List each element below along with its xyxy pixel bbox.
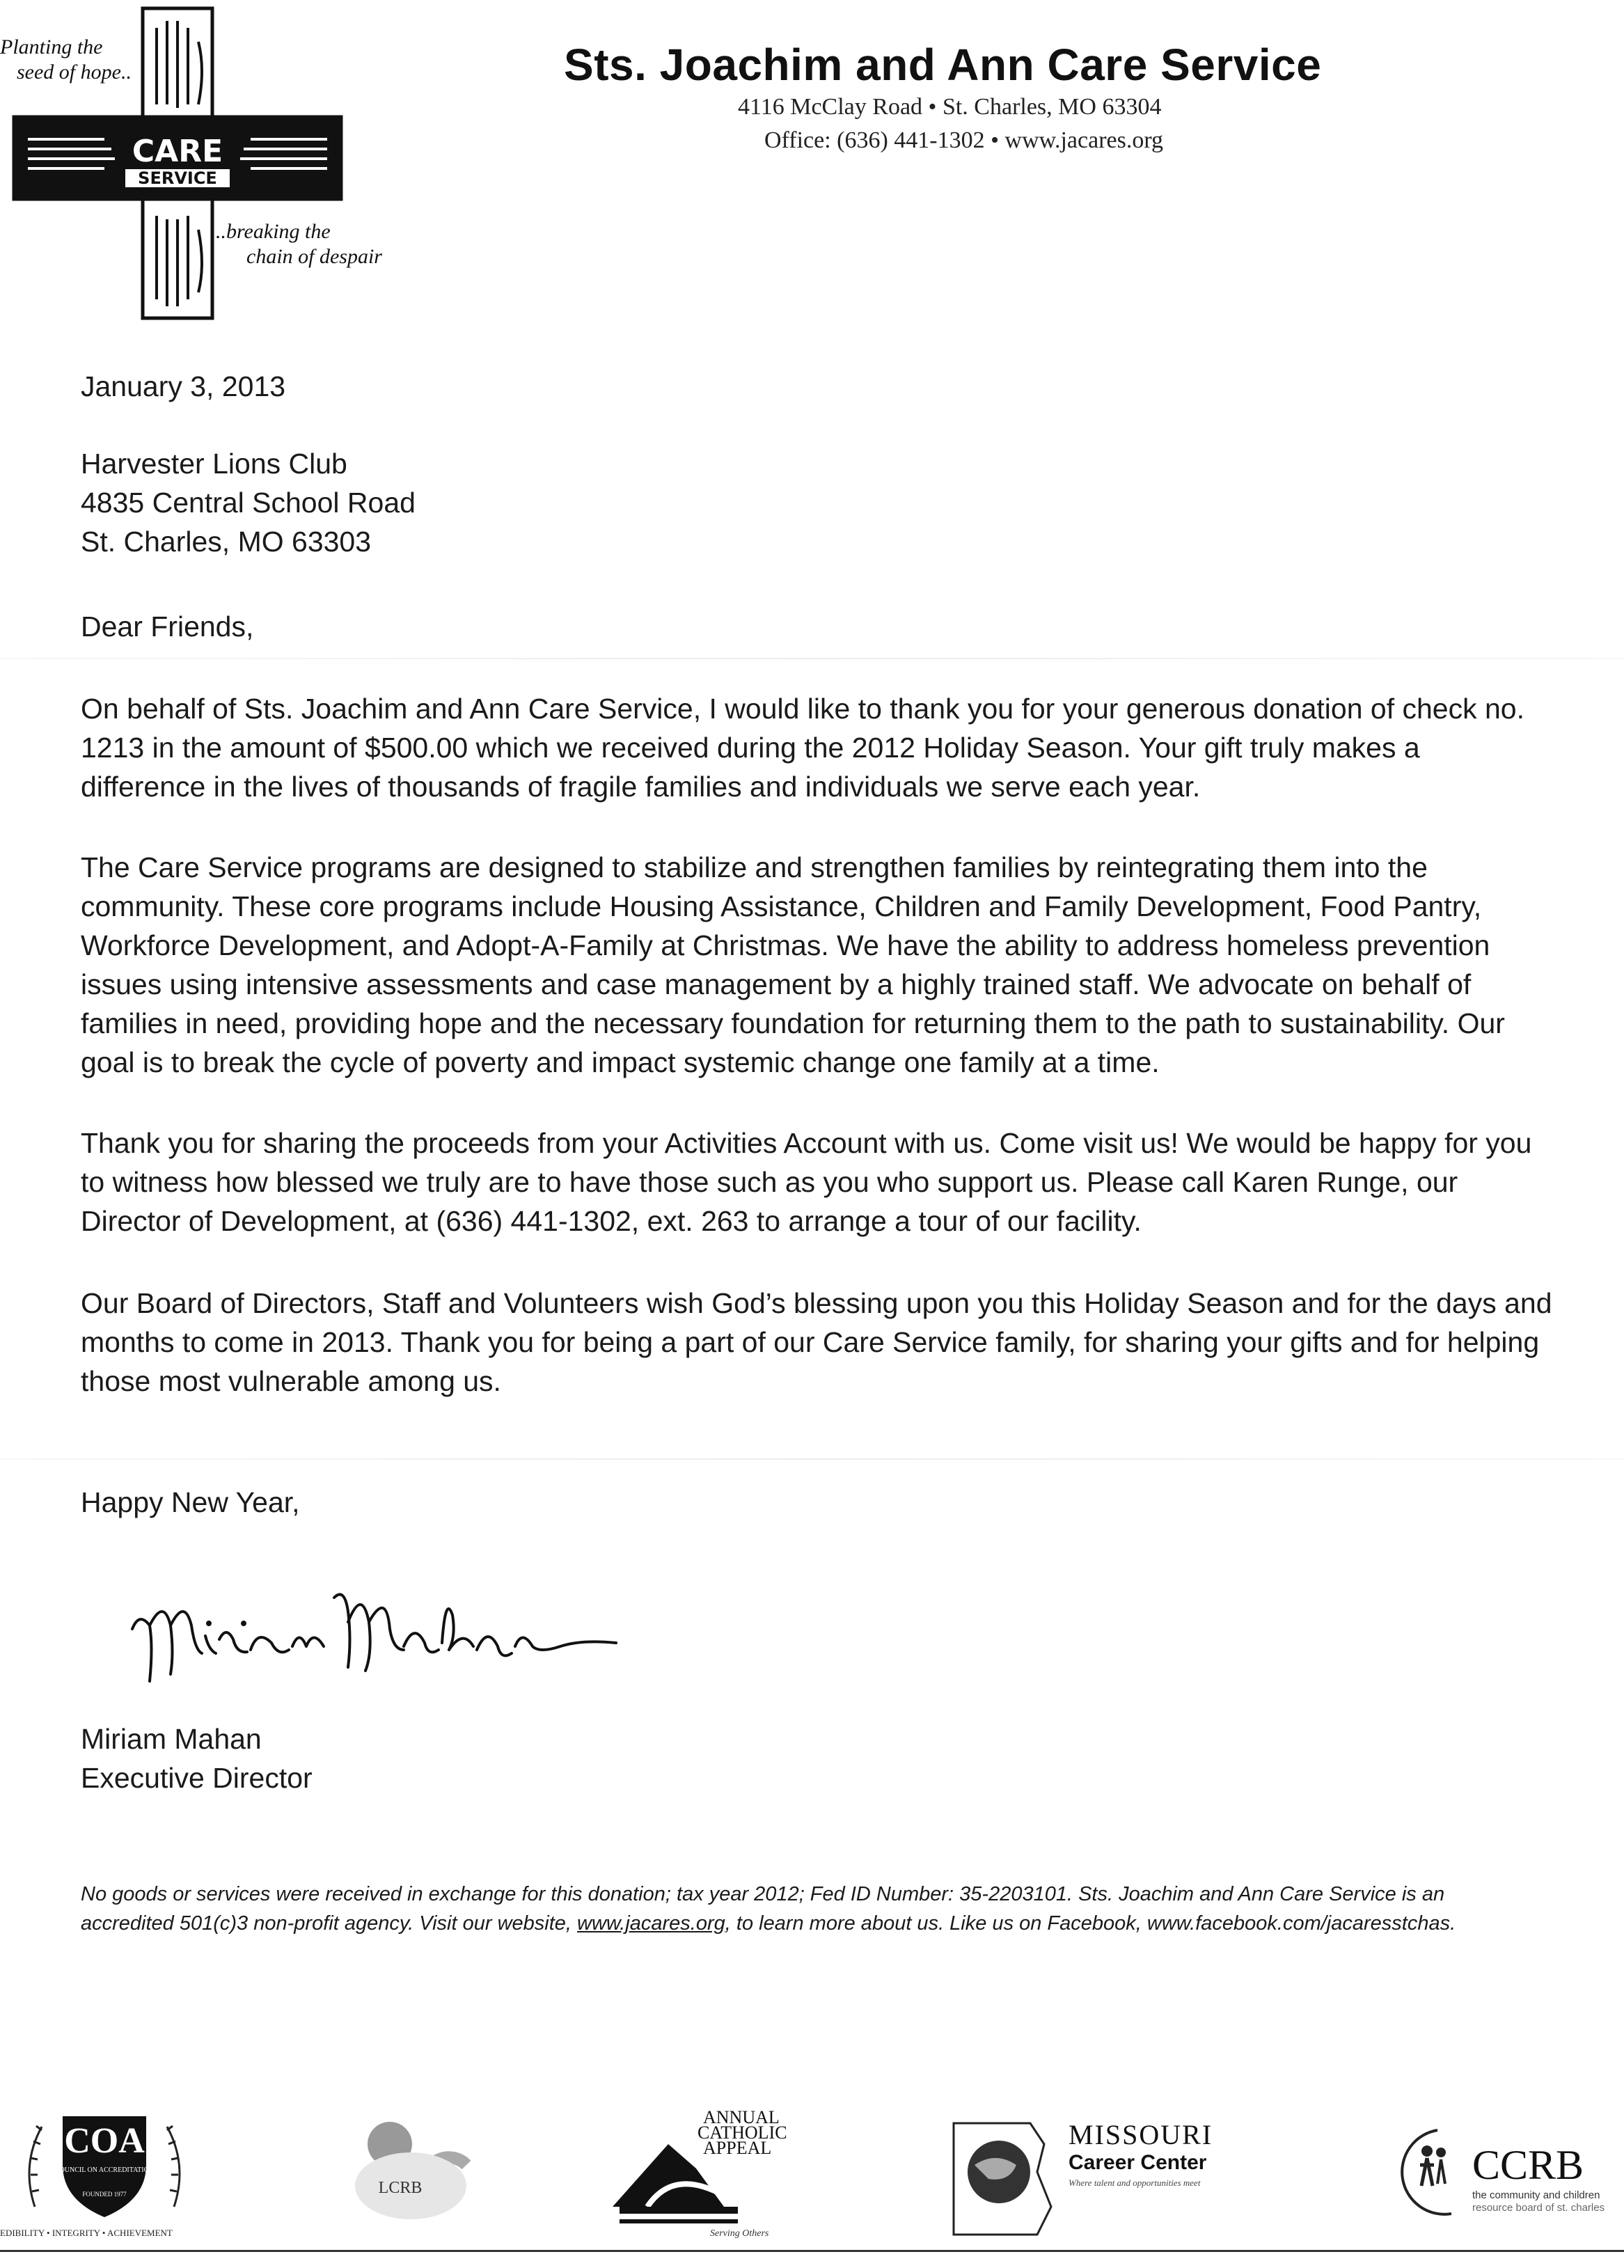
logo-service-text: SERVICE [138, 168, 217, 188]
organization-name: Sts. Joachim and Ann Care Service [564, 40, 1322, 90]
letter-date: January 3, 2013 [81, 370, 286, 402]
svg-text:resource board of st. charles: resource board of st. charles [1472, 2202, 1605, 2214]
annual-catholic-appeal-logo [606, 2102, 828, 2242]
missouri-career-center-logo [947, 2102, 1267, 2242]
ccrb-logo [1378, 2102, 1624, 2242]
coa-logo [0, 2102, 251, 2242]
tax-notice: No goods or services were received in exchange for this donation; tax year 2012; Fed ID Number: 35-2203101. Sts. Joachim and Ann Care Service is an accredited 501(c)3 non-profit agency. Visit our website, www.jacares.org, to learn more about us. Like us on Facebook, www.facebook.com/jacaresstchas. [81, 1883, 1456, 1935]
lcrb-logo [348, 2102, 487, 2242]
bottom-border [0, 2250, 1624, 2252]
svg-text:CCRB: CCRB [1472, 2142, 1584, 2188]
paragraph-2: The Care Service programs are designed to stabilize and strengthen families by reintegrating them into the community. These core programs include Housing Assistance, Children and Family Development, Food Pantry, Workforce Development, and Adopt-A-Family at Christmas. We have the ability to address homeless prevention issues using intensive assessments and case management by a highly trained staff. We advocate on behalf of families in need, providing hope and the necessary foundation for returning them to the path to sustainability. Our goal is to break the cycle of poverty and impact systemic change one family at a time. [81, 851, 1505, 1078]
svg-text:the community and children: the community and children [1472, 2189, 1600, 2201]
svg-text:CATHOLIC: CATHOLIC [697, 2123, 787, 2143]
website-link[interactable]: www.jacares.org [577, 1912, 725, 1935]
paragraph-4: Our Board of Directors, Staff and Volunteers wish God’s blessing upon you this Holiday Season and for the days and months to come in 2013. Thank you for being a part of our Care Service family, for sharing your gifts and for helping those most vulnerable among us. [81, 1287, 1552, 1397]
recipient-address: Harvester Lions Club 4835 Central School Road St. Charles, MO 63303 [81, 448, 416, 558]
svg-text:COA: COA [64, 2121, 145, 2161]
organization-address: 4116 McClay Road • St. Charles, MO 63304 [738, 94, 1162, 120]
organization-office: Office: (636) 441-1302 • www.jacares.org [764, 127, 1164, 153]
signer-name: Miriam Mahan [81, 1723, 262, 1755]
svg-text:EDIBILITY • INTEGRITY • AC: EDIBILITY • INTEGRITY • ACHIEVEMENT [0, 2228, 173, 2238]
paragraph-3: Thank you for sharing the proceeds from your Activities Account with us. Come visit us! We would be happy for you to witness how blessed we truly are to have those such as you who support us. Please call Karen Runge, our Director of Development, at (636) 441-1302, ext. 263 to arrange a tour of our facility. [81, 1127, 1532, 1237]
svg-text:LCRB: LCRB [378, 2179, 423, 2197]
logo-tagline-bottom: ..breaking the chain of despair [216, 220, 382, 268]
svg-text:Serving Others: Serving Others [710, 2228, 769, 2239]
signer-title: Executive Director [81, 1762, 313, 1794]
handwritten-signature [125, 1580, 668, 1692]
logo-tagline-top: Planting the seed of hope.. [0, 36, 132, 84]
logo-care-text: CARE [132, 134, 223, 169]
svg-text:Career Center: Career Center [1069, 2151, 1207, 2174]
svg-text:Where talent and opportunities: Where talent and opportunities meet [1069, 2178, 1201, 2188]
svg-text:APPEAL: APPEAL [703, 2138, 772, 2158]
signer-block [81, 1719, 313, 1797]
paragraph-1: On behalf of Sts. Joachim and Ann Care Service, I would like to thank you for your generous donation of check no. 1213 in the amount of $500.00 which we received during the 2012 Holiday Season. Your gift truly makes a difference in the lives of thousands of fragile families and individuals we serve each year. [81, 693, 1524, 803]
salutation: Dear Friends, [81, 611, 254, 643]
svg-text:COUNCIL ON ACCREDITATION: COUNCIL ON ACCREDITATION [54, 2166, 155, 2174]
svg-text:ANNUAL: ANNUAL [703, 2107, 780, 2127]
svg-text:MISSOURI: MISSOURI [1069, 2119, 1213, 2150]
paper-fold [0, 658, 1624, 659]
closing: Happy New Year, [81, 1486, 300, 1518]
paper-fold [0, 1458, 1624, 1460]
svg-text:FOUNDED 1977: FOUNDED 1977 [82, 2191, 127, 2198]
